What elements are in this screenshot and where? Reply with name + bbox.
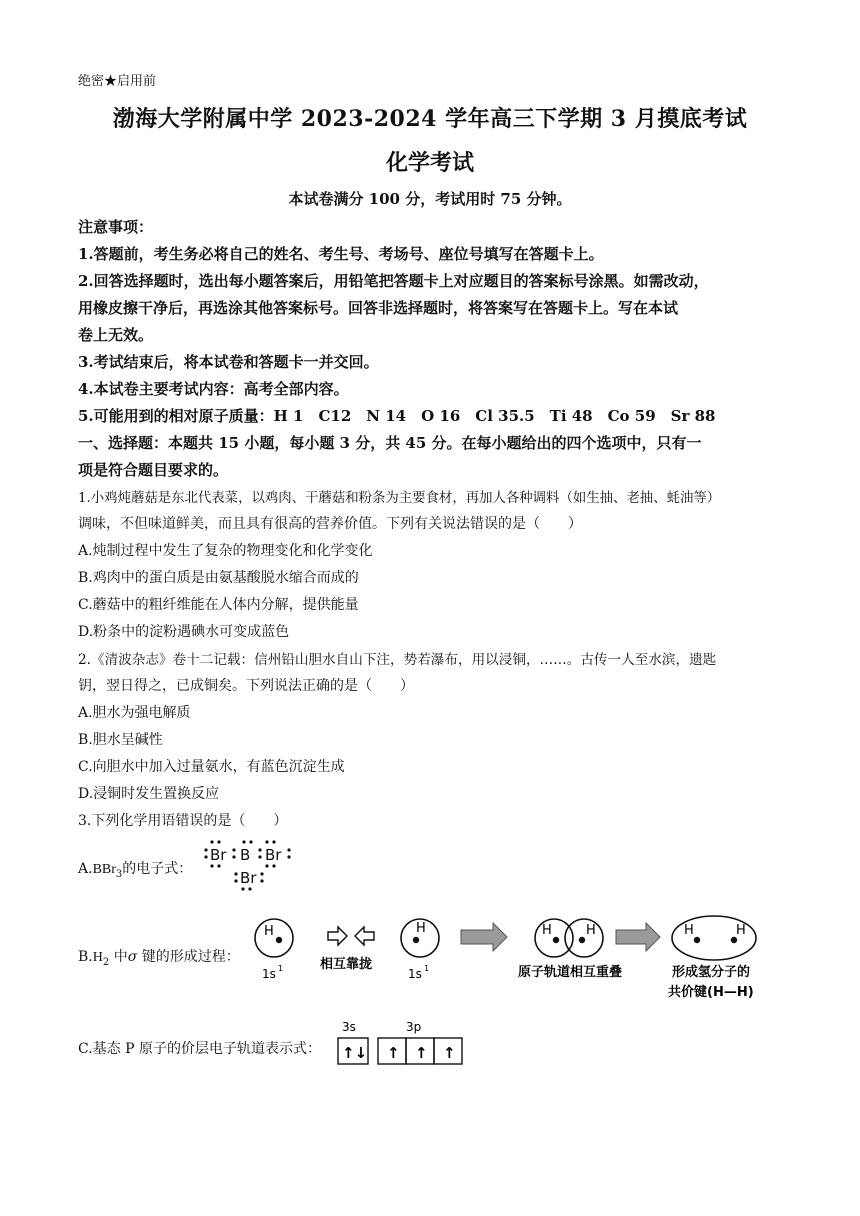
exam-subtitle: 化学考试 [385,150,474,176]
electron-3p-1: ↑ [387,1044,400,1062]
score-note: 本试卷满分 100 分，考试用时 75 分钟。 [288,190,572,208]
label-3s: 3s [342,1020,356,1034]
orbital-label-2: 1s [408,967,422,981]
note-2-line-3: 卷上无效。 [78,326,154,344]
process-arrow-2 [616,923,660,951]
process-arrow-1 [461,923,507,951]
note-2-line-2: 用橡皮擦干净后，再选涂其他答案标号。回答非选择题时，将答案写在答题卡上。写在本试 [78,299,679,317]
orbital-sup-1: 1 [278,964,284,973]
note-4: 4.本试卷主要考试内容：高考全部内容。 [78,380,349,398]
label-3p: 3p [406,1020,422,1034]
lewis-b-center: B [240,846,251,864]
q3-a-formula: BBr [92,862,116,877]
note-1: 1.答题前，考生务必将自己的姓名、考生号、考场号、座位号填写在答题卡上。 [78,245,604,263]
note-5: 5.可能用到的相对原子质量：H 1 C12 N 14 O 16 Cl 35.5 Ti 48 Co 59 Sr 88 [78,407,716,425]
q3-b-h: H [92,950,103,965]
q1-stem-line-1: 1.小鸡炖蘑菇是东北代表菜，以鸡肉、干蘑菇和粉条为主要食材，再加人各种调料（如生抽、老抽、蚝油等） [78,491,721,506]
q3-a-suffix: 的电子式： [122,861,193,877]
q3-b-sub: 2 [102,956,110,968]
note-3: 3.考试结束后，将本试卷和答题卡一并交回。 [78,353,379,371]
q2-stem-line-2: 钥，翌日得之，已成铜矣。下列说法正确的是（ ） [78,678,414,694]
q1-option-c: C.蘑菇中的粗纤维能在人体内分解，提供能量 [78,597,359,613]
label-molecule-1: 形成氢分子的 [672,965,751,980]
h-label-2: H [416,921,426,936]
q1-stem-line-2: 调味，不但味道鲜美，而且具有很高的营养价值。下列有关说法错误的是（ ） [78,516,582,532]
notes-heading: 注意事项： [78,218,154,236]
q3-a-prefix: A. [78,861,93,877]
p-orbital-diagram [334,1018,464,1070]
bbr3-lewis-structure [198,836,298,896]
approach-arrows [328,927,374,945]
h-label-5: H [684,923,694,938]
orbital-sup-2: 1 [424,964,430,973]
h-atom-1 [255,919,293,957]
h-label-6: H [736,923,746,938]
h-label-3: H [542,923,552,938]
lewis-br-bottom: Br [240,869,257,887]
section-heading-line-1: 一、选择题：本题共 15 小题，每小题 3 分，共 45 分。在每小题给出的四个选项中，只有一 [78,434,702,452]
q2-option-a: A.胆水为强电解质 [78,705,191,721]
q3-b-prefix: B. [78,949,93,965]
q2-option-d: D.浸铜时发生置换反应 [78,786,220,802]
lewis-br-right: Br [265,846,282,864]
q3-a-sub: 3 [115,868,123,880]
electron-3p-3: ↑ [443,1044,456,1062]
section-heading-line-2: 项是符合题目要求的。 [78,461,229,479]
q2-stem-line-1: 2.《清波杂志》卷十二记载：信州铅山胆水自山下注，势若瀑布，用以浸铜，……。古传一人至水滨，遗匙 [78,652,717,668]
q2-option-b: B.胆水呈碱性 [78,732,163,748]
q2-option-c: C.向胆水中加入过量氨水，有蓝色沉淀生成 [78,759,345,775]
electrons-3s: ↑↓ [342,1044,368,1062]
q3-option-b-text [78,946,240,968]
q1-option-b: B.鸡肉中的蛋白质是由氨基酸脱水缩合而成的 [78,570,359,586]
orbital-label-1: 1s [262,967,276,981]
label-molecule-2: 共价键(H—H) [668,985,754,1000]
q3-b-mid: 中 [109,949,128,965]
q3-b-suffix: 键的形成过程： [137,949,240,965]
q1-option-a: A.炖制过程中发生了复杂的物理变化和化学变化 [78,543,373,559]
q3-stem: 3.下列化学用语错误的是（ ） [78,813,288,829]
sigma-bond-formation-diagram [250,908,780,1004]
h-label-4: H [586,923,596,938]
confidential-mark: 绝密★启用前 [78,74,157,89]
label-approach: 相互靠拢 [320,957,373,972]
label-overlap: 原子轨道相互重叠 [518,965,623,980]
q3-option-c-text: C.基态 P 原子的价层电子轨道表示式： [78,1041,321,1057]
note-2-line-1: 2.回答选择题时，选出每小题答案后，用铅笔把答题卡上对应题目的答案标号涂黑。如需改动， [78,272,709,290]
q3-b-sigma: σ [127,949,138,965]
q3-option-a-text [78,858,192,880]
electron-3p-2: ↑ [415,1044,428,1062]
q1-option-d: D.粉条中的淀粉遇碘水可变成蓝色 [78,624,290,640]
h-label-1: H [264,924,274,939]
exam-title: 渤海大学附属中学 2023-2024 学年高三下学期 3 月摸底考试 [112,106,748,132]
lewis-br-left: Br [210,846,227,864]
